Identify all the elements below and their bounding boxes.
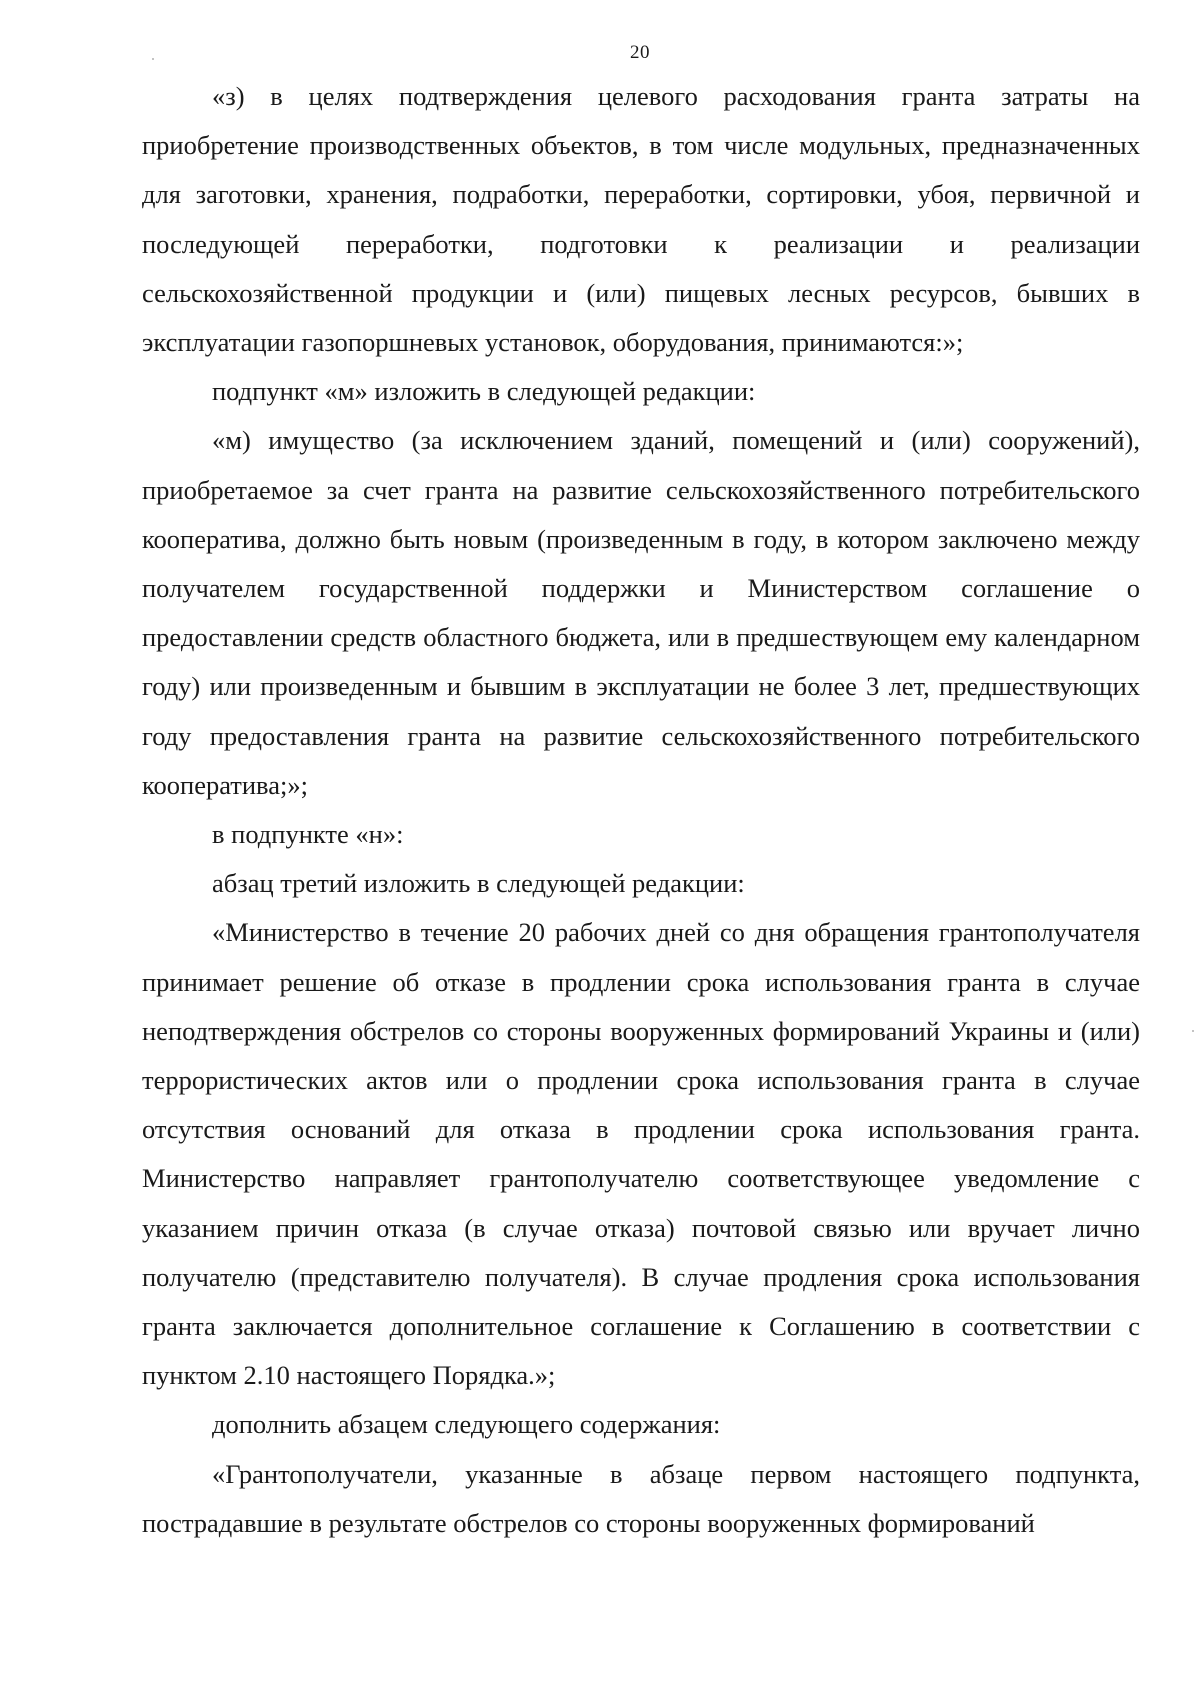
paragraph-instruction-add: дополнить абзацем следующего содержания: (212, 1409, 721, 1440)
page-number: 20 (630, 42, 650, 63)
paragraph-instruction-n: в подпункте «н»: (212, 819, 404, 850)
paragraph-grant-recipients: «Грантополучатели, указанные в абзаце первом настоящего подпункта, пострадавшие в результате обстрелов со стороны вооруженных формирований (142, 1458, 1140, 1538)
scan-speck (152, 58, 154, 60)
paragraph-instruction-m: подпункт «м» изложить в следующей редакции: (212, 376, 756, 407)
scan-speck (1192, 1030, 1194, 1032)
paragraph-subclause-z: «з) в целях подтверждения целевого расходования гранта затраты на приобретение производственных объектов, в том числе модульных, предназначенных для заготовки, хранения, подработки, переработки, сортировки, убоя, первичной и последующей переработки, подготовки к реализации и реализации сельскохозяйственной продукции и (или) пищевых лесных ресурсов, бывших в эксплуатации газопоршневых установок, оборудования, принимаются:»; (142, 81, 1140, 358)
paragraph-instruction-third: абзац третий изложить в следующей редакции: (212, 868, 745, 899)
document-body (142, 72, 1140, 1548)
paragraph-subclause-m: «м) имущество (за исключением зданий, помещений и (или) сооружений), приобретаемое за счет гранта на развитие сельскохозяйственного потребительского кооператива, должно быть новым (произведенным в году, в котором заключено между получателем государственной поддержки и Министерством соглашение о предоставлении средств областного бюджета, или в предшествующем ему календарном году) или произведенным и бывшим в эксплуатации не более 3 лет, предшествующих году предоставления гранта на развитие сельскохозяйственного потребительского кооператива;»; (142, 425, 1140, 800)
paragraph-ministry-decision: «Министерство в течение 20 рабочих дней со дня обращения грантополучателя принимает решение об отказе в продлении срока использования гранта в случае неподтверждения обстрелов со стороны вооруженных формирований Украины и (или) террористических актов или о продлении срока использования гранта в случае отсутствия оснований для отказа в продлении срока использования гранта. Министерство направляет грантополучателю соответствующее уведомление с указанием причин отказа (в случае отказа) почтовой связью или вручает лично получателю (представителю получателя). В случае продления срока использования гранта заключается дополнительное соглашение к Соглашению в соответствии с пунктом 2.10 настоящего Порядка.»; (142, 917, 1140, 1391)
